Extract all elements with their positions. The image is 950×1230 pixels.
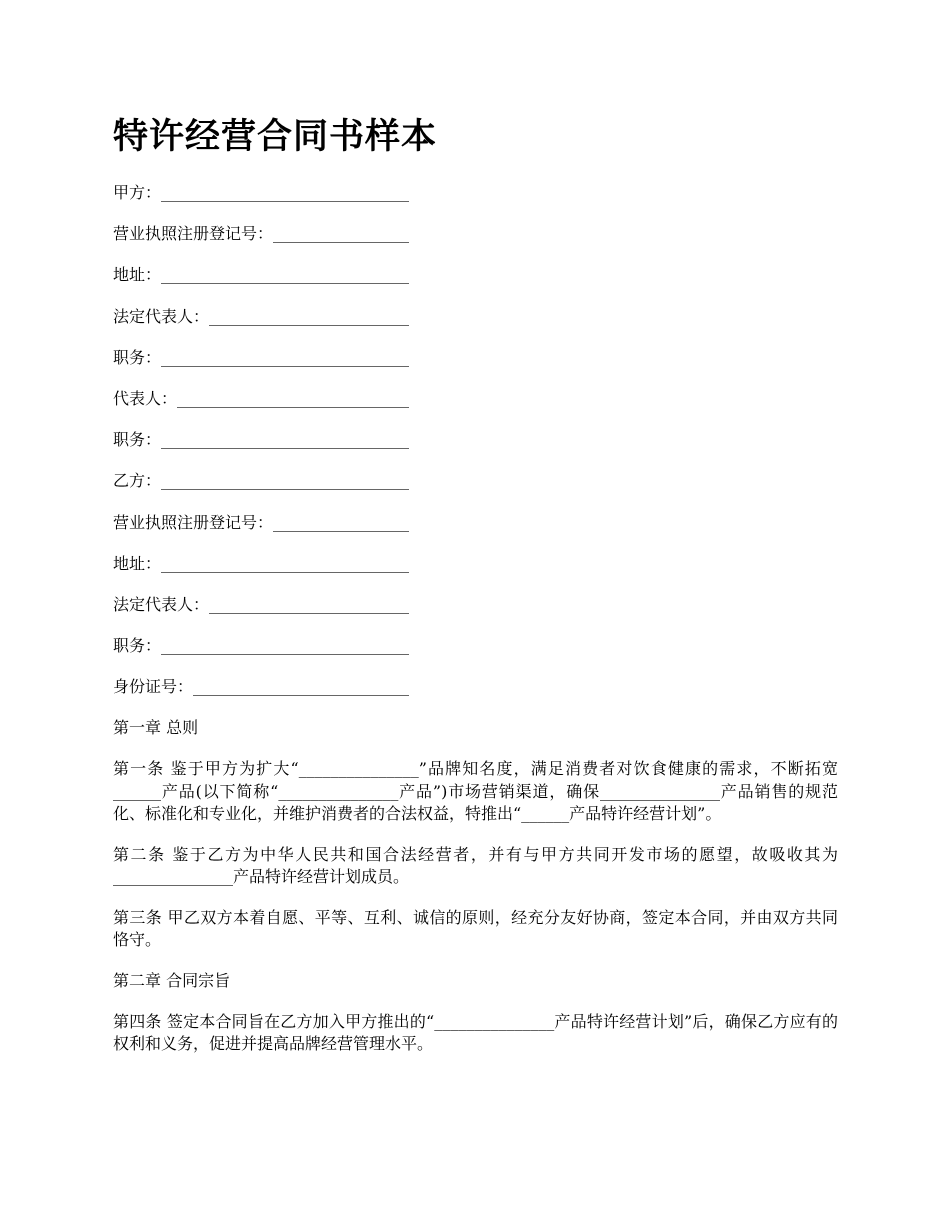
field-address-a (113, 264, 838, 286)
document-page (113, 112, 838, 1074)
field-label: 法定代表人： (113, 594, 210, 614)
field-party-a (113, 182, 838, 204)
field-label: 地址： (113, 265, 162, 285)
field-rep-title-a (113, 429, 838, 451)
chapter-heading-1: 第一章 总则 (113, 718, 199, 738)
field-blank: _______________________________ (161, 430, 410, 450)
field-label: 代表人： (113, 388, 178, 408)
field-label: 营业执照注册登记号： (113, 512, 274, 532)
field-id-number-b (113, 676, 838, 698)
field-party-b (113, 470, 838, 492)
field-blank: ___________________________ (193, 677, 410, 697)
field-title-a (113, 347, 838, 369)
document-title: 特许经营合同书样本 (113, 117, 438, 157)
field-blank: _______________________________ (161, 636, 410, 656)
field-label: 职务： (113, 430, 162, 450)
field-blank: _______________________________ (161, 471, 410, 491)
field-blank: _________________________ (209, 594, 410, 614)
field-blank: _________________ (273, 512, 410, 532)
field-label: 乙方： (113, 471, 162, 491)
field-blank: _______________________________ (161, 183, 410, 202)
field-blank: _______________________________ (161, 265, 410, 285)
field-license-a (113, 223, 838, 245)
article-1: 第一条 鉴于甲方为扩大“_______________”品牌知名度，满足消费者对饮食健康的需求，不断拓宽______产品(以下简称“_______________产品”)市场营销渠道，确保_______________产品销售的规范化、标准化和专业化，并维护消费者的合法权益，特推出“______产品特许经营计划”。 (113, 759, 838, 824)
chapter-heading-2: 第二章 合同宗旨 (113, 970, 231, 990)
field-label: 地址： (113, 553, 162, 573)
field-blank: _____________________________ (177, 388, 410, 408)
field-legal-rep-a (113, 306, 838, 328)
field-legal-rep-b (113, 594, 838, 616)
field-label: 营业执照注册登记号： (113, 224, 274, 244)
field-representative-a (113, 388, 838, 410)
article-4: 第四条 签定本合同旨在乙方加入甲方推出的“_______________产品特许经营计划”后，确保乙方应有的权利和义务，促进并提高品牌经营管理水平。 (113, 1011, 838, 1054)
party-fields (113, 182, 838, 698)
field-blank: _________________________ (209, 306, 410, 326)
field-title-b (113, 635, 838, 657)
field-label: 职务： (113, 347, 162, 367)
article-3: 第三条 甲乙双方本着自愿、平等、互利、诚信的原则，经充分友好协商，签定本合同，并由双方共同恪守。 (113, 907, 838, 950)
field-label: 身份证号： (113, 677, 194, 697)
field-label: 法定代表人： (113, 306, 210, 326)
field-license-b (113, 512, 838, 534)
field-label: 甲方： (113, 183, 162, 202)
field-blank: _________________ (273, 224, 410, 244)
field-blank: _______________________________ (161, 553, 410, 573)
field-blank: _______________________________ (161, 347, 410, 367)
field-address-b (113, 553, 838, 575)
field-label: 职务： (113, 636, 162, 656)
article-2: 第二条 鉴于乙方为中华人民共和国合法经营者，并有与甲方共同开发市场的愿望，故吸收其为_______________产品特许经营计划成员。 (113, 844, 838, 887)
